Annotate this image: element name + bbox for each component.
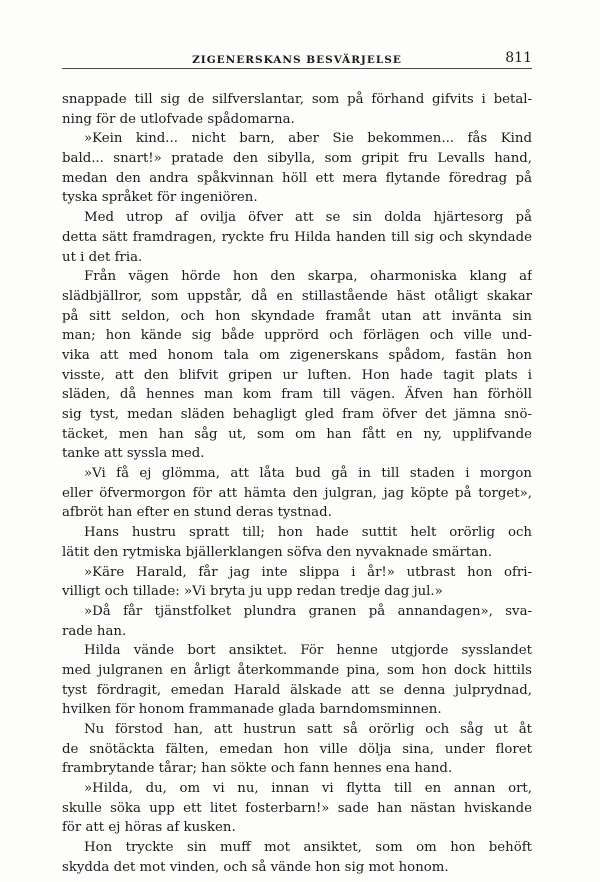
text-line: tanke att syssla med. [62,446,205,462]
text-line: bald... snart!» pratade den sibylla, som gripit fru Levalls hand, [62,151,532,167]
text-line: afbröt han efter en stund deras tystnad. [62,505,332,521]
text-line: sig tyst, medan släden behagligt gled fram öfver det jämna snö- [62,407,532,422]
text-line: »Kein kind... nicht barn, aber Sie bekommen... fås Kind [84,131,532,147]
text-line: tyst fördragit, emedan Harald älskade att se denna julprydnad, [62,682,532,698]
text-line: de snötäckta fälten, emedan hon ville dölja sina, under floret [62,741,532,757]
text-line: Hans hustru spratt till; hon hade suttit helt orörlig och [84,525,532,541]
text-line: ning för de utlofvade spådomarna. [62,111,295,127]
text-line: Hilda vände bort ansiktet. För henne utgjorde sysslandet [84,643,532,659]
text-line: skydda det mot vinden, och så vände hon sig mot honom. [62,859,449,875]
text-line: villigt och tillade: »Vi bryta ju upp redan tredje dag jul.» [62,584,443,600]
text-line: »Vi få ej glömma, att låta bud gå in till staden i morgon [84,466,532,482]
running-title: ZIGENERSKANS BESVÄRJELSE [192,54,402,66]
text-line: vika att med honom tala om zigenerskans spådom, fastän hon [62,347,532,363]
text-line: Med utrop af ovilja öfver att se sin dolda hjärtesorg på [84,210,532,226]
text-line: på sitt seldon, och hon skyndade framåt utan att invänta sin [62,308,532,324]
running-header [62,46,532,69]
text-line: Hon tryckte sin muff mot ansiktet, som om hon behöft [84,840,532,856]
text-line: skulle söka upp ett litet fosterbarn!» sade han nästan hviskande [62,800,532,816]
text-line: »Hilda, du, om vi nu, innan vi flytta till en annan ort, [84,781,532,797]
text-line: täcket, men han såg ut, som om han fått en ny, upplifvande [62,426,532,442]
text-line: hvilken för honom frammanade glada barndomsminnen. [62,702,442,718]
text-line: detta sätt framdragen, ryckte fru Hilda handen till sig och skyndade [62,229,532,245]
text-line: eller öfvermorgon för att hämta den julgran, jag köpte på torget», [62,485,532,501]
text-line: visste, att den blifvit gripen ur luften. Hon hade tagit plats i [62,367,532,383]
text-line: frambrytande tårar; han sökte och fann hennes ena hand. [62,761,453,777]
text-line: man; hon kände sig både upprörd och förlägen och ville und- [62,328,532,344]
text-line: för att ej höras af kusken. [62,820,236,836]
text-line: lätit den rytmiska bjällerklangen söfva den nyvaknade smärtan. [62,544,492,560]
page-number: 811 [505,50,532,66]
text-line: medan den andra spåkvinnan höll ett mera flytande föredrag på [62,170,532,186]
text-line: »Då får tjänstfolket plundra granen på annandagen», sva- [84,603,532,619]
text-line: »Käre Harald, får jag inte slippa i år!» utbrast hon ofri- [84,564,532,580]
text-line: släden, då hennes man kom fram till vägen. Äfven han förhöll [62,387,532,403]
text-line: snappade till sig de silfverslantar, som på förhand gifvits i betal- [62,92,532,107]
text-line: rade han. [62,623,127,639]
text-line: Från vägen hörde hon den skarpa, oharmoniska klang af [84,269,532,285]
text-line: med julgranen en årligt återkommande pina, som hon dock hittils [62,662,532,678]
text-line: Nu förstod han, att hustrun satt så orörlig och såg ut åt [84,722,532,737]
text-line: slädbjällror, som uppstår, då en stillastående häst otåligt skakar [62,288,532,304]
body-text [62,90,532,878]
text-line: tyska språket för ingeniören. [62,190,258,206]
text-line: ut i det fria. [62,249,143,265]
